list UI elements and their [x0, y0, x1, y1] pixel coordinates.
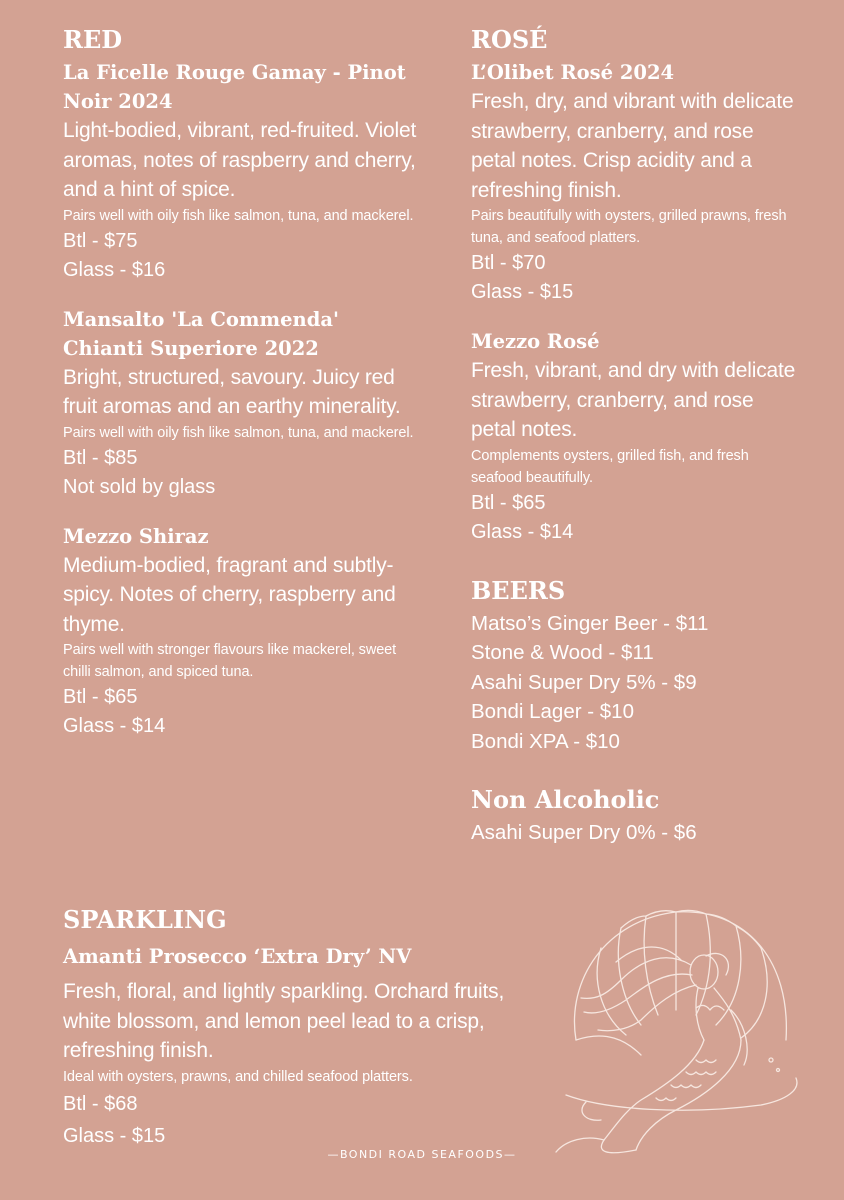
- section-title-red: RED: [63, 25, 123, 54]
- wine-description: Fresh, dry, and vibrant with delicate strawberry, cranberry, and rose petal notes. Crisp acidity and a refreshing finish.: [471, 90, 794, 202]
- bottle-price: Btl - $65: [471, 491, 546, 514]
- bottle-price: Btl - $70: [471, 252, 546, 274]
- wine-description: Bright, structured, savoury. Juicy red fruit aromas and an earthy minerality.: [63, 365, 401, 418]
- mermaid-in-shell-icon: [546, 890, 812, 1158]
- bottle-price: Btl - $85: [63, 446, 138, 469]
- glass-price: Glass - $14: [471, 520, 574, 543]
- wine-name: La Ficelle Rouge Gamay - Pinot Noir 2024: [63, 61, 406, 113]
- footer-brand: —BONDI ROAD SEAFOODS—: [327, 1148, 517, 1161]
- red-wine-section: [63, 22, 423, 741]
- wine-name: Mezzo Rosé: [471, 330, 600, 353]
- wine-pairing: Pairs beautifully with oysters, grilled prawns, fresh tuna, and seafood platters.: [471, 208, 787, 246]
- section-title-non-alcoholic: Non Alcoholic: [471, 785, 660, 814]
- wine-item: [63, 522, 423, 742]
- non-alcoholic-section: [471, 782, 801, 848]
- wine-name: L’Olibet Rosé 2024: [471, 61, 675, 84]
- wine-name: Amanti Prosecco ‘Extra Dry’ NV: [63, 945, 412, 968]
- section-title-sparkling: SPARKLING: [63, 905, 227, 934]
- bottle-price: Btl - $68: [63, 1092, 138, 1115]
- beer-item: Matso’s Ginger Beer - $11: [471, 611, 709, 635]
- wine-pairing: Complements oysters, grilled fish, and fresh seafood beautifully.: [471, 447, 749, 486]
- beer-item: Bondi Lager - $10: [471, 700, 634, 723]
- wine-description: Fresh, floral, and lightly sparkling. Orchard fruits, white blossom, and lemon peel lead to a crisp, refreshing finish.: [63, 980, 505, 1062]
- beers-section: [471, 573, 801, 757]
- wine-description: Medium-bodied, fragrant and subtly-spicy. Notes of cherry, raspberry and thyme.: [63, 553, 396, 636]
- rose-wine-section: [471, 22, 801, 848]
- wine-description: Light-bodied, vibrant, red-fruited. Violet aromas, notes of raspberry and cherry, and a hint of spice.: [63, 119, 417, 201]
- wine-pairing: Pairs well with oily fish like salmon, tuna, and mackerel.: [63, 207, 414, 224]
- wine-pairing: Ideal with oysters, prawns, and chilled seafood platters.: [63, 1068, 413, 1085]
- glass-price: Glass - $15: [63, 1124, 166, 1147]
- wine-item: [471, 327, 801, 547]
- bottle-price: Btl - $65: [63, 686, 138, 708]
- wine-item: [63, 942, 533, 1152]
- beer-item: Stone & Wood - $11: [471, 641, 654, 664]
- sparkling-wine-section: [63, 902, 533, 1152]
- wine-pairing: Pairs well with oily fish like salmon, tuna, and mackerel.: [63, 424, 414, 441]
- wine-description: Fresh, vibrant, and dry with delicate strawberry, cranberry, and rose petal notes.: [471, 359, 796, 441]
- glass-price: Not sold by glass: [63, 475, 216, 498]
- bottle-price: Btl - $75: [63, 229, 138, 252]
- wine-item: [63, 58, 423, 285]
- wine-pairing: Pairs well with stronger flavours like mackerel, sweet chilli salmon, and spiced tuna.: [63, 642, 397, 680]
- glass-price: Glass - $15: [471, 281, 574, 303]
- wine-name: Mansalto 'La Commenda' Chianti Superiore 2022: [63, 307, 339, 360]
- non-alcoholic-item: Asahi Super Dry 0% - $6: [471, 821, 697, 844]
- glass-price: Glass - $14: [63, 715, 166, 737]
- beer-item: Asahi Super Dry 5% - $9: [471, 670, 697, 694]
- wine-item: [471, 58, 801, 307]
- wine-item: [63, 305, 423, 502]
- glass-price: Glass - $16: [63, 258, 166, 281]
- beer-item: Bondi XPA - $10: [471, 729, 620, 753]
- section-title-rose: ROSÉ: [471, 25, 548, 54]
- section-title-beers: BEERS: [471, 575, 566, 605]
- wine-name: Mezzo Shiraz: [63, 524, 209, 548]
